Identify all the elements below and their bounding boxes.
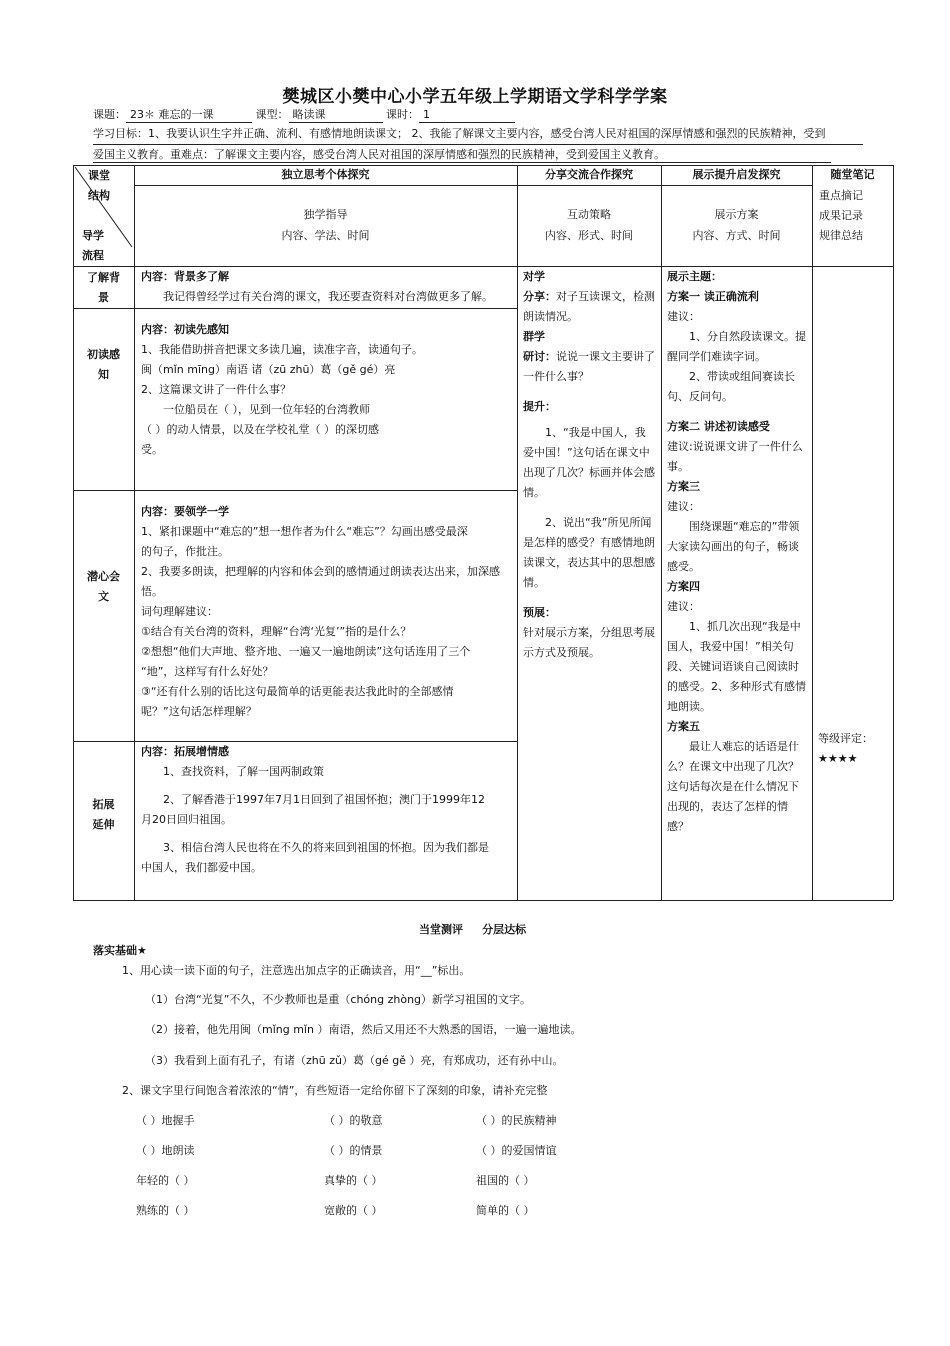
col2-sub1: 互动策略 — [567, 208, 611, 221]
row-label-extension: 拓展 延伸 — [92, 798, 115, 831]
fill-item[interactable]: 宽敞的（ ） — [324, 1204, 383, 1217]
lesson-meta — [93, 108, 515, 123]
lesson-label: 课题： — [93, 108, 126, 121]
col1-header: 独立思考个体探究 — [281, 168, 370, 181]
notes-item: 重点摘记 — [819, 189, 863, 202]
fill-item[interactable]: （ ）地朗读 — [136, 1144, 195, 1157]
question-1-item: （1）台湾“光复”不久，不少教师也是重（chóng zhòng）新学习祖国的文字。 — [145, 993, 532, 1006]
fill-item[interactable]: （ ）地握手 — [136, 1114, 195, 1127]
diag-bottom-label: 导学 — [82, 229, 104, 242]
col2-content: 对学 分享：对子互读课文，检测朗读情况。 群学 研讨：说说一课文主要讲了一件什么事？ 提升： 1、“我是中国人，我爱中国！”这句话在课文中出现了几次？标画并体会感情。 2、说出“我”所见所闻是怎样的感受？有感情地朗读课文，表达其中的思想感情。 预展： 针对展示方案，分组思考展示方式及预展。 — [523, 270, 655, 659]
fill-item[interactable]: 年轻的（ ） — [136, 1174, 195, 1187]
section-title: 当堂测评 分层达标 — [419, 923, 527, 936]
row-extension-content: 内容：拓展增情感 1、查找资料，了解一国两制政策 2、了解香港于1997年7月1日回到了祖国怀抱；澳门于1999年12 月20日回归祖国。 3、相信台湾人民也将在不久的将来回到祖国的怀抱。因为我们都是 中国人，我们都爱中国。 — [141, 745, 489, 874]
diag-top-label: 课堂 — [88, 169, 110, 182]
lesson-value: 23＊ 难忘的一课 — [126, 108, 252, 123]
col1-sub2: 内容、学法、时间 — [281, 229, 370, 242]
fill-item[interactable]: 真挚的（ ） — [324, 1174, 383, 1187]
row-label-background: 了解背 景 — [87, 271, 120, 304]
fill-item[interactable]: 熟练的（ ） — [136, 1204, 195, 1217]
diag-top-label-2: 结构 — [88, 189, 110, 202]
col4-header: 随堂笔记 — [830, 168, 875, 181]
page-title: 樊城区小樊中心小学五年级上学期语文学科学学案 — [282, 87, 668, 107]
learning-goals-line1: 学习目标：1、我要认识生字并正确、流利、有感情地朗读课文； 2、我能了解课文主要内容，感受台湾人民对祖国的深厚情感和强烈的民族精神，受到 — [93, 127, 826, 140]
row-label-deep-reading: 潜心会 文 — [87, 570, 120, 603]
col2-sub2: 内容、形式、时间 — [545, 229, 633, 242]
fill-item[interactable]: 祖国的（ ） — [476, 1174, 535, 1187]
row-background-content: 内容：背景多了解 我记得曾经学过有关台湾的课文，我还要查资料对台湾做更多了解。 — [141, 270, 493, 303]
fill-item[interactable]: （ ）的敬意 — [324, 1114, 383, 1127]
row-label-first-reading: 初读感 知 — [87, 348, 120, 381]
row-deep-reading-content: 内容：要领学一学 1、紧扣课题中“难忘的”想一想作者为什么“难忘”？勾画出感受最深 的句子，作批注。 2、我要多朗读，把理解的内容和体会到的感情通过朗读表达出来，加深感 悟。 词句理解建议： ①结合有关台湾的资料，理解“台湾‘光复’”指的是什么？ ②想想“他们大声地、整齐地、一遍又一遍地朗读”这句话连用了三个 “地”，这样写有什么好处？ ③“还有什么别的话比这句最简单的话更能表达我此时的全部感情 呢？”这句话怎样理解？ — [141, 505, 500, 718]
col3-sub2: 内容、方式、时间 — [692, 229, 781, 242]
question-1-item: （3）我看到上面有孔子，有诸（zhū zǔ）葛（gé gě ）亮，有郑成功，还有孙中山。 — [145, 1054, 564, 1067]
question-1: 1、用心读一读下面的句子，注意选出加点字的正确读音，用“__”标出。 — [122, 964, 471, 977]
col3-header: 展示提升启发探究 — [692, 168, 781, 181]
period-label: 课时： — [386, 108, 419, 121]
col1-sub1: 独学指导 — [303, 208, 348, 221]
fill-item[interactable]: （ ）的情景 — [324, 1144, 383, 1157]
question-1-item: （2）接着，他先用闽（mǐng mǐn ）南语，然后又用还不大熟悉的国语，一遍一遍地读。 — [145, 1023, 582, 1036]
type-value: 略读课 — [289, 108, 383, 123]
col3-sub1: 展示方案 — [714, 208, 759, 221]
notes-item: 规律总结 — [819, 229, 863, 242]
col3-content: 展示主题： 方案一 读正确流利 建议： 1、分自然段读课文。提醒同学们难读字词。 2、带读或组间赛读长句、反问句。 方案二 讲述初读感受 建议:说说课文讲了一件什么事。 方案三 建议： 围绕课题“难忘的”带领大家读勾画出的句子，畅谈感受。 方案四 建议： 1、抓几次出现“我是中国人，我爱中国！”相关句段、关键词语谈自己阅读时的感受。2、多种形式有感情地朗读。 方案五 最让人难忘的话语是什么？在课文中出现了几次？这句话每次是在什么情况下出现的，表达了怎样的情感？ — [667, 270, 806, 833]
period-value: 1 — [419, 108, 515, 123]
fill-item[interactable]: （ ）的爱国情谊 — [476, 1144, 557, 1157]
question-2: 2、课文字里行间饱含着浓浓的“情”，有些短语一定给你留下了深刻的印象，请补充完整 — [122, 1084, 548, 1097]
col2-header: 分享交流合作探究 — [545, 168, 633, 181]
fill-item[interactable]: 简单的（ ） — [476, 1204, 535, 1217]
rating: 等级评定：★★★★ — [818, 732, 873, 765]
learning-goals-line2: 爱国主义教育。重难点：了解课文主要内容，感受台湾人民对祖国的深厚情感和强烈的民族精神，受到爱国主义教育。 — [93, 148, 665, 161]
fill-item[interactable]: （ ）的民族精神 — [476, 1114, 557, 1127]
type-label: 课型： — [255, 108, 289, 121]
notes-item: 成果记录 — [819, 209, 863, 222]
row-first-reading-content: 内容：初读先感知 1、我能借助拼音把课文多读几遍，读准字音，读通句子。 闽（mǐn mīng）南语 诸（zū zhū）葛（gě gé）亮 2、这篇课文讲了一件什么事？ 一位船员在（ ），见到一位年轻的台湾教师 （ ）的动人情景，以及在学校礼堂（ ）的深切感 受。 — [141, 323, 423, 456]
basic-level-heading: 落实基础★ — [93, 944, 147, 957]
diag-bottom-label-2: 流程 — [82, 249, 104, 262]
